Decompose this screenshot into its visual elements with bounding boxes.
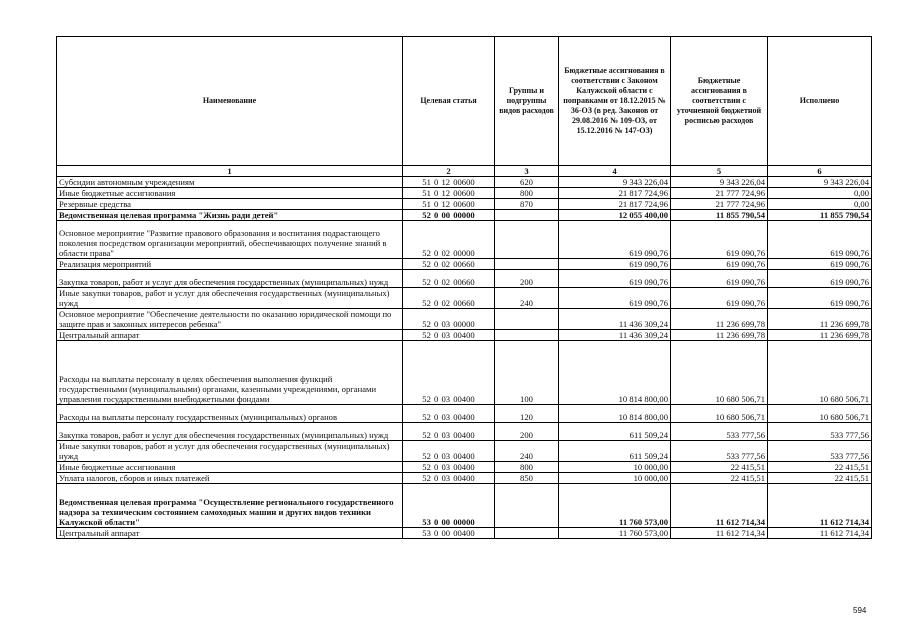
row-target-code: 51 0 12 00600 xyxy=(403,199,495,210)
row-name: Основное мероприятие "Развитие правового образования и воспитания подрастающего поколения посредством организации мероприятий, обеспечивающих получение знаний в области права" xyxy=(57,221,403,259)
table-row xyxy=(57,441,872,462)
row-expense-group: 240 xyxy=(495,441,559,462)
row-target-code: 52 0 03 00400 xyxy=(403,405,495,423)
row-law-amount: 11 760 573,00 xyxy=(559,484,671,528)
column-number: 6 xyxy=(768,166,872,177)
row-target-code: 52 0 02 00000 xyxy=(403,221,495,259)
column-number: 2 xyxy=(403,166,495,177)
row-law-amount: 21 817 724,96 xyxy=(559,199,671,210)
table-row xyxy=(57,309,872,330)
row-refined-amount: 11 236 699,78 xyxy=(671,330,768,341)
row-name: Центральный аппарат xyxy=(57,528,403,539)
row-refined-amount: 11 236 699,78 xyxy=(671,309,768,330)
row-refined-amount: 533 777,56 xyxy=(671,441,768,462)
row-law-amount: 11 436 309,24 xyxy=(559,330,671,341)
row-refined-amount: 10 680 506,71 xyxy=(671,405,768,423)
table-row xyxy=(57,270,872,288)
header-executed: Исполнено xyxy=(768,37,872,166)
row-law-amount: 21 817 724,96 xyxy=(559,188,671,199)
row-target-code: 52 0 03 00400 xyxy=(403,462,495,473)
row-law-amount: 611 509,24 xyxy=(559,441,671,462)
table-row xyxy=(57,221,872,259)
table-row xyxy=(57,210,872,221)
row-law-amount: 10 814 800,00 xyxy=(559,341,671,405)
row-refined-amount: 619 090,76 xyxy=(671,221,768,259)
row-name: Центральный аппарат xyxy=(57,330,403,341)
column-number: 3 xyxy=(495,166,559,177)
header-groups: Группы и подгруппы видов расходов xyxy=(495,37,559,166)
row-executed-amount: 10 680 506,71 xyxy=(768,405,872,423)
table-row xyxy=(57,484,872,528)
page-number: 594 xyxy=(853,606,867,615)
row-law-amount: 611 509,24 xyxy=(559,423,671,441)
row-refined-amount: 533 777,56 xyxy=(671,423,768,441)
row-name: Основное мероприятие "Обеспечение деятельности по оказанию юридической помощи по защите прав и законных интересов ребенка" xyxy=(57,309,403,330)
row-law-amount: 619 090,76 xyxy=(559,288,671,309)
row-name: Резервные средства xyxy=(57,199,403,210)
row-expense-group: 100 xyxy=(495,341,559,405)
row-law-amount: 619 090,76 xyxy=(559,259,671,270)
row-refined-amount: 21 777 724,96 xyxy=(671,199,768,210)
row-refined-amount: 10 680 506,71 xyxy=(671,341,768,405)
header-target-article: Целевая статья xyxy=(403,37,495,166)
row-executed-amount: 11 612 714,34 xyxy=(768,484,872,528)
table-row xyxy=(57,288,872,309)
table-row xyxy=(57,462,872,473)
table-row xyxy=(57,405,872,423)
row-name: Уплата налогов, сборов и иных платежей xyxy=(57,473,403,484)
row-name: Закупка товаров, работ и услуг для обеспечения государственных (муниципальных) нужд xyxy=(57,423,403,441)
column-number: 1 xyxy=(57,166,403,177)
row-target-code: 52 0 00 00000 xyxy=(403,210,495,221)
row-target-code: 52 0 03 00000 xyxy=(403,309,495,330)
budget-table xyxy=(56,36,872,539)
row-refined-amount: 22 415,51 xyxy=(671,462,768,473)
row-name: Ведомственная целевая программа "Осуществление регионального государственного надзора за техническим состоянием самоходных машин и других видов техники Калужской области" xyxy=(57,484,403,528)
row-executed-amount: 619 090,76 xyxy=(768,288,872,309)
row-expense-group xyxy=(495,484,559,528)
row-target-code: 52 0 03 00400 xyxy=(403,441,495,462)
budget-sheet xyxy=(56,36,871,539)
row-expense-group xyxy=(495,309,559,330)
row-executed-amount: 22 415,51 xyxy=(768,473,872,484)
row-target-code: 53 0 00 00000 xyxy=(403,484,495,528)
row-target-code: 53 0 00 00400 xyxy=(403,528,495,539)
row-executed-amount: 11 236 699,78 xyxy=(768,309,872,330)
row-target-code: 52 0 03 00400 xyxy=(403,473,495,484)
row-expense-group xyxy=(495,330,559,341)
row-target-code: 51 0 12 00600 xyxy=(403,188,495,199)
table-row xyxy=(57,177,872,188)
row-refined-amount: 619 090,76 xyxy=(671,288,768,309)
row-law-amount: 10 000,00 xyxy=(559,473,671,484)
row-law-amount: 619 090,76 xyxy=(559,270,671,288)
row-name: Иные бюджетные ассигнования xyxy=(57,188,403,199)
row-name: Иные бюджетные ассигнования xyxy=(57,462,403,473)
row-executed-amount: 0,00 xyxy=(768,188,872,199)
row-executed-amount: 22 415,51 xyxy=(768,462,872,473)
row-law-amount: 9 343 226,04 xyxy=(559,177,671,188)
row-executed-amount: 619 090,76 xyxy=(768,221,872,259)
row-law-amount: 12 055 400,00 xyxy=(559,210,671,221)
table-body xyxy=(57,177,872,539)
row-refined-amount: 22 415,51 xyxy=(671,473,768,484)
table-row xyxy=(57,473,872,484)
table-row xyxy=(57,341,872,405)
row-target-code: 52 0 03 00400 xyxy=(403,341,495,405)
header-refined-budget: Бюджетные ассигнования в соответствии с уточненной бюджетной росписью расходов xyxy=(671,37,768,166)
table-row xyxy=(57,423,872,441)
row-law-amount: 619 090,76 xyxy=(559,221,671,259)
column-number-row xyxy=(57,166,872,177)
row-refined-amount: 11 855 790,54 xyxy=(671,210,768,221)
row-law-amount: 11 436 309,24 xyxy=(559,309,671,330)
table-row xyxy=(57,259,872,270)
row-refined-amount: 11 612 714,34 xyxy=(671,528,768,539)
row-target-code: 52 0 02 00660 xyxy=(403,270,495,288)
row-expense-group: 850 xyxy=(495,473,559,484)
row-executed-amount: 533 777,56 xyxy=(768,423,872,441)
row-executed-amount: 619 090,76 xyxy=(768,270,872,288)
row-expense-group xyxy=(495,259,559,270)
row-name: Расходы на выплаты персоналу в целях обеспечения выполнения функций государственными (муниципальными) органами, казенными учреждениями, органами управления государственными внебюджетными фондами xyxy=(57,341,403,405)
row-expense-group xyxy=(495,528,559,539)
table-row xyxy=(57,528,872,539)
row-law-amount: 10 000,00 xyxy=(559,462,671,473)
row-expense-group: 240 xyxy=(495,288,559,309)
table-row xyxy=(57,199,872,210)
row-expense-group: 200 xyxy=(495,270,559,288)
row-name: Иные закупки товаров, работ и услуг для обеспечения государственных (муниципальных) нужд xyxy=(57,288,403,309)
row-target-code: 52 0 03 00400 xyxy=(403,423,495,441)
row-name: Реализация мероприятий xyxy=(57,259,403,270)
header-law-budget: Бюджетные ассигнования в соответствии с Законом Калужской области с поправками от 18.12.2015 № 36-ОЗ (в ред. Законов от 29.08.2016 № 109-ОЗ, от 15.12.2016 № 147-ОЗ) xyxy=(559,37,671,166)
row-expense-group xyxy=(495,210,559,221)
row-refined-amount: 11 612 714,34 xyxy=(671,484,768,528)
row-target-code: 52 0 02 00660 xyxy=(403,259,495,270)
row-executed-amount: 11 855 790,54 xyxy=(768,210,872,221)
row-executed-amount: 619 090,76 xyxy=(768,259,872,270)
row-name: Расходы на выплаты персоналу государственных (муниципальных) органов xyxy=(57,405,403,423)
row-refined-amount: 619 090,76 xyxy=(671,270,768,288)
row-expense-group: 620 xyxy=(495,177,559,188)
row-target-code: 52 0 02 00660 xyxy=(403,288,495,309)
header-name: Наименование xyxy=(57,37,403,166)
row-expense-group: 800 xyxy=(495,188,559,199)
row-target-code: 51 0 12 00600 xyxy=(403,177,495,188)
column-number: 5 xyxy=(671,166,768,177)
row-name: Иные закупки товаров, работ и услуг для обеспечения государственных (муниципальных) нужд xyxy=(57,441,403,462)
column-number: 4 xyxy=(559,166,671,177)
row-expense-group: 120 xyxy=(495,405,559,423)
row-executed-amount: 10 680 506,71 xyxy=(768,341,872,405)
row-law-amount: 10 814 800,00 xyxy=(559,405,671,423)
row-expense-group: 200 xyxy=(495,423,559,441)
row-refined-amount: 619 090,76 xyxy=(671,259,768,270)
row-target-code: 52 0 03 00400 xyxy=(403,330,495,341)
table-row xyxy=(57,188,872,199)
row-executed-amount: 533 777,56 xyxy=(768,441,872,462)
row-executed-amount: 9 343 226,04 xyxy=(768,177,872,188)
row-executed-amount: 11 612 714,34 xyxy=(768,528,872,539)
row-executed-amount: 0,00 xyxy=(768,199,872,210)
header-row xyxy=(57,37,872,166)
row-refined-amount: 21 777 724,96 xyxy=(671,188,768,199)
row-refined-amount: 9 343 226,04 xyxy=(671,177,768,188)
table-row xyxy=(57,330,872,341)
row-law-amount: 11 760 573,00 xyxy=(559,528,671,539)
row-executed-amount: 11 236 699,78 xyxy=(768,330,872,341)
row-name: Закупка товаров, работ и услуг для обеспечения государственных (муниципальных) нужд xyxy=(57,270,403,288)
row-expense-group xyxy=(495,221,559,259)
row-name: Субсидии автономным учреждениям xyxy=(57,177,403,188)
row-name: Ведомственная целевая программа "Жизнь ради детей" xyxy=(57,210,403,221)
row-expense-group: 800 xyxy=(495,462,559,473)
row-expense-group: 870 xyxy=(495,199,559,210)
